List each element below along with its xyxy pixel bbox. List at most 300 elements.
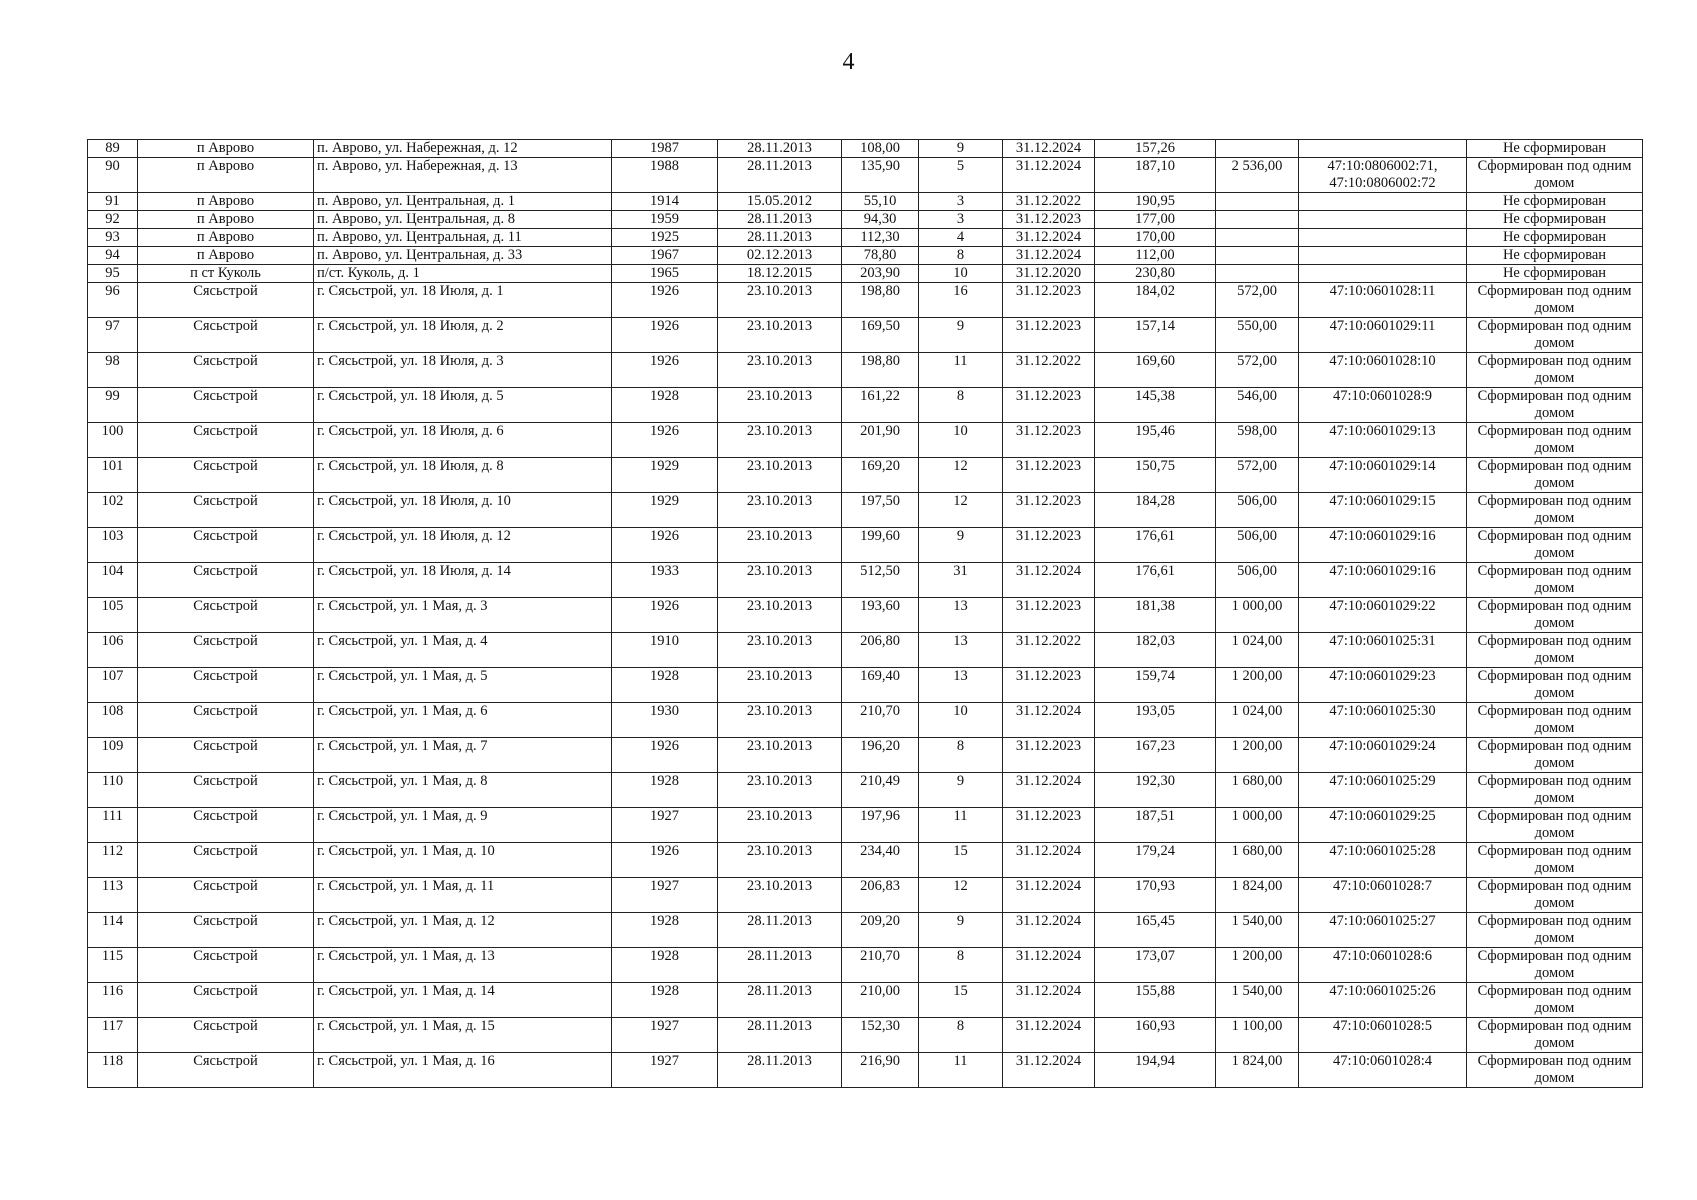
area-cell: 193,60: [842, 598, 919, 633]
area-cell: 210,49: [842, 773, 919, 808]
settlement-cell: Сясьстрой: [138, 423, 314, 458]
land-status-cell: Сформирован под одним домом: [1467, 913, 1643, 948]
settlement-cell: Сясьстрой: [138, 388, 314, 423]
residents-cell: 15: [919, 843, 1003, 878]
land-area-cell: 506,00: [1216, 528, 1299, 563]
cadastral-number-cell: 47:10:0601025:30: [1299, 703, 1467, 738]
build-year-cell: 1929: [612, 458, 718, 493]
settlement-cell: Сясьстрой: [138, 913, 314, 948]
table-row: [88, 808, 1643, 843]
settlement-cell: п Аврово: [138, 193, 314, 211]
address-cell: п. Аврово, ул. Центральная, д. 8: [314, 211, 612, 229]
row-number-cell: 102: [88, 493, 138, 528]
area-cell: 161,22: [842, 388, 919, 423]
table-row: [88, 703, 1643, 738]
cost-cell: 157,14: [1095, 318, 1216, 353]
settlement-cell: Сясьстрой: [138, 808, 314, 843]
residents-cell: 8: [919, 1018, 1003, 1053]
inclusion-date-cell: 28.11.2013: [718, 1018, 842, 1053]
table-row: [88, 1053, 1643, 1088]
table-row: [88, 140, 1643, 158]
residents-cell: 9: [919, 140, 1003, 158]
land-area-cell: 1 024,00: [1216, 703, 1299, 738]
deadline-cell: 31.12.2023: [1003, 423, 1095, 458]
row-number-cell: 97: [88, 318, 138, 353]
land-status-cell: Сформирован под одним домом: [1467, 423, 1643, 458]
table-row: [88, 528, 1643, 563]
row-number-cell: 110: [88, 773, 138, 808]
residents-cell: 9: [919, 773, 1003, 808]
land-status-cell: Сформирован под одним домом: [1467, 563, 1643, 598]
deadline-cell: 31.12.2023: [1003, 528, 1095, 563]
inclusion-date-cell: 23.10.2013: [718, 808, 842, 843]
table-row: [88, 229, 1643, 247]
land-area-cell: 1 540,00: [1216, 913, 1299, 948]
cadastral-number-cell: 47:10:0601029:16: [1299, 563, 1467, 598]
inclusion-date-cell: 28.11.2013: [718, 948, 842, 983]
land-area-cell: 1 824,00: [1216, 878, 1299, 913]
land-status-cell: Сформирован под одним домом: [1467, 388, 1643, 423]
area-cell: 206,83: [842, 878, 919, 913]
inclusion-date-cell: 28.11.2013: [718, 913, 842, 948]
row-number-cell: 106: [88, 633, 138, 668]
address-cell: г. Сясьстрой, ул. 1 Мая, д. 5: [314, 668, 612, 703]
cadastral-number-cell: 47:10:0601028:4: [1299, 1053, 1467, 1088]
cadastral-number-cell: 47:10:0601025:31: [1299, 633, 1467, 668]
land-status-cell: Сформирован под одним домом: [1467, 948, 1643, 983]
cost-cell: 187,10: [1095, 158, 1216, 193]
land-status-cell: Сформирован под одним домом: [1467, 983, 1643, 1018]
area-cell: 512,50: [842, 563, 919, 598]
cost-cell: 170,00: [1095, 229, 1216, 247]
table-row: [88, 843, 1643, 878]
deadline-cell: 31.12.2024: [1003, 843, 1095, 878]
address-cell: г. Сясьстрой, ул. 18 Июля, д. 6: [314, 423, 612, 458]
land-status-cell: Сформирован под одним домом: [1467, 283, 1643, 318]
build-year-cell: 1925: [612, 229, 718, 247]
area-cell: 216,90: [842, 1053, 919, 1088]
table-row: [88, 265, 1643, 283]
settlement-cell: Сясьстрой: [138, 1018, 314, 1053]
land-area-cell: [1216, 193, 1299, 211]
row-number-cell: 108: [88, 703, 138, 738]
land-area-cell: 1 200,00: [1216, 738, 1299, 773]
cadastral-number-cell: 47:10:0601029:16: [1299, 528, 1467, 563]
cadastral-number-cell: [1299, 211, 1467, 229]
cadastral-number-cell: [1299, 193, 1467, 211]
land-area-cell: 1 200,00: [1216, 948, 1299, 983]
build-year-cell: 1930: [612, 703, 718, 738]
cost-cell: 112,00: [1095, 247, 1216, 265]
row-number-cell: 104: [88, 563, 138, 598]
residents-cell: 9: [919, 528, 1003, 563]
settlement-cell: Сясьстрой: [138, 283, 314, 318]
inclusion-date-cell: 28.11.2013: [718, 983, 842, 1018]
settlement-cell: Сясьстрой: [138, 668, 314, 703]
land-status-cell: Сформирован под одним домом: [1467, 1018, 1643, 1053]
area-cell: 210,00: [842, 983, 919, 1018]
land-status-cell: Сформирован под одним домом: [1467, 703, 1643, 738]
area-cell: 199,60: [842, 528, 919, 563]
settlement-cell: Сясьстрой: [138, 318, 314, 353]
inclusion-date-cell: 23.10.2013: [718, 598, 842, 633]
cadastral-number-cell: 47:10:0601029:25: [1299, 808, 1467, 843]
residents-cell: 9: [919, 318, 1003, 353]
land-area-cell: [1216, 247, 1299, 265]
land-area-cell: [1216, 140, 1299, 158]
row-number-cell: 103: [88, 528, 138, 563]
land-status-cell: Не сформирован: [1467, 211, 1643, 229]
cadastral-number-cell: 47:10:0601028:5: [1299, 1018, 1467, 1053]
row-number-cell: 93: [88, 229, 138, 247]
build-year-cell: 1926: [612, 283, 718, 318]
table-row: [88, 211, 1643, 229]
address-cell: г. Сясьстрой, ул. 1 Мая, д. 4: [314, 633, 612, 668]
registry-body: [88, 140, 1643, 1088]
housing-registry-table: [87, 139, 1643, 1088]
table-row: [88, 318, 1643, 353]
land-area-cell: 2 536,00: [1216, 158, 1299, 193]
land-status-cell: Сформирован под одним домом: [1467, 1053, 1643, 1088]
build-year-cell: 1927: [612, 1018, 718, 1053]
settlement-cell: Сясьстрой: [138, 1053, 314, 1088]
settlement-cell: п Аврово: [138, 229, 314, 247]
settlement-cell: Сясьстрой: [138, 563, 314, 598]
settlement-cell: Сясьстрой: [138, 458, 314, 493]
area-cell: 201,90: [842, 423, 919, 458]
inclusion-date-cell: 23.10.2013: [718, 353, 842, 388]
row-number-cell: 105: [88, 598, 138, 633]
settlement-cell: Сясьстрой: [138, 878, 314, 913]
residents-cell: 8: [919, 388, 1003, 423]
area-cell: 198,80: [842, 283, 919, 318]
land-area-cell: 1 680,00: [1216, 773, 1299, 808]
deadline-cell: 31.12.2023: [1003, 318, 1095, 353]
cost-cell: 150,75: [1095, 458, 1216, 493]
row-number-cell: 90: [88, 158, 138, 193]
land-area-cell: 572,00: [1216, 283, 1299, 318]
build-year-cell: 1965: [612, 265, 718, 283]
settlement-cell: Сясьстрой: [138, 773, 314, 808]
cadastral-number-cell: [1299, 247, 1467, 265]
residents-cell: 10: [919, 265, 1003, 283]
table-row: [88, 423, 1643, 458]
land-status-cell: Не сформирован: [1467, 247, 1643, 265]
land-status-cell: Не сформирован: [1467, 265, 1643, 283]
build-year-cell: 1959: [612, 211, 718, 229]
land-area-cell: 1 824,00: [1216, 1053, 1299, 1088]
build-year-cell: 1926: [612, 738, 718, 773]
land-status-cell: Сформирован под одним домом: [1467, 843, 1643, 878]
cost-cell: 159,74: [1095, 668, 1216, 703]
cost-cell: 165,45: [1095, 913, 1216, 948]
table-row: [88, 773, 1643, 808]
deadline-cell: 31.12.2024: [1003, 703, 1095, 738]
land-area-cell: [1216, 265, 1299, 283]
land-area-cell: 506,00: [1216, 563, 1299, 598]
inclusion-date-cell: 23.10.2013: [718, 318, 842, 353]
inclusion-date-cell: 23.10.2013: [718, 283, 842, 318]
land-status-cell: Сформирован под одним домом: [1467, 598, 1643, 633]
residents-cell: 13: [919, 668, 1003, 703]
cadastral-number-cell: 47:10:0601025:27: [1299, 913, 1467, 948]
land-area-cell: [1216, 229, 1299, 247]
row-number-cell: 107: [88, 668, 138, 703]
address-cell: п. Аврово, ул. Набережная, д. 12: [314, 140, 612, 158]
row-number-cell: 101: [88, 458, 138, 493]
cost-cell: 157,26: [1095, 140, 1216, 158]
row-number-cell: 113: [88, 878, 138, 913]
residents-cell: 12: [919, 878, 1003, 913]
cadastral-number-cell: 47:10:0601028:6: [1299, 948, 1467, 983]
cadastral-number-cell: [1299, 140, 1467, 158]
cadastral-number-cell: 47:10:0601029:15: [1299, 493, 1467, 528]
land-area-cell: 572,00: [1216, 458, 1299, 493]
row-number-cell: 99: [88, 388, 138, 423]
build-year-cell: 1928: [612, 983, 718, 1018]
deadline-cell: 31.12.2024: [1003, 983, 1095, 1018]
cost-cell: 182,03: [1095, 633, 1216, 668]
area-cell: 209,20: [842, 913, 919, 948]
land-area-cell: 1 680,00: [1216, 843, 1299, 878]
build-year-cell: 1928: [612, 948, 718, 983]
address-cell: г. Сясьстрой, ул. 1 Мая, д. 11: [314, 878, 612, 913]
land-area-cell: 506,00: [1216, 493, 1299, 528]
residents-cell: 10: [919, 703, 1003, 738]
build-year-cell: 1928: [612, 773, 718, 808]
row-number-cell: 109: [88, 738, 138, 773]
cost-cell: 195,46: [1095, 423, 1216, 458]
land-status-cell: Сформирован под одним домом: [1467, 493, 1643, 528]
deadline-cell: 31.12.2022: [1003, 353, 1095, 388]
land-status-cell: Сформирован под одним домом: [1467, 808, 1643, 843]
cost-cell: 184,28: [1095, 493, 1216, 528]
cost-cell: 173,07: [1095, 948, 1216, 983]
address-cell: г. Сясьстрой, ул. 1 Мая, д. 13: [314, 948, 612, 983]
settlement-cell: Сясьстрой: [138, 738, 314, 773]
cost-cell: 169,60: [1095, 353, 1216, 388]
deadline-cell: 31.12.2023: [1003, 283, 1095, 318]
row-number-cell: 114: [88, 913, 138, 948]
cost-cell: 190,95: [1095, 193, 1216, 211]
settlement-cell: Сясьстрой: [138, 703, 314, 738]
cadastral-number-cell: 47:10:0601025:26: [1299, 983, 1467, 1018]
residents-cell: 9: [919, 913, 1003, 948]
row-number-cell: 94: [88, 247, 138, 265]
address-cell: г. Сясьстрой, ул. 18 Июля, д. 14: [314, 563, 612, 598]
address-cell: г. Сясьстрой, ул. 1 Мая, д. 14: [314, 983, 612, 1018]
land-area-cell: 1 200,00: [1216, 668, 1299, 703]
inclusion-date-cell: 23.10.2013: [718, 388, 842, 423]
residents-cell: 8: [919, 247, 1003, 265]
residents-cell: 5: [919, 158, 1003, 193]
cadastral-number-cell: 47:10:0601029:22: [1299, 598, 1467, 633]
residents-cell: 31: [919, 563, 1003, 598]
address-cell: г. Сясьстрой, ул. 1 Мая, д. 12: [314, 913, 612, 948]
cost-cell: 167,23: [1095, 738, 1216, 773]
address-cell: г. Сясьстрой, ул. 1 Мая, д. 16: [314, 1053, 612, 1088]
land-status-cell: Не сформирован: [1467, 193, 1643, 211]
cadastral-number-cell: 47:10:0601029:14: [1299, 458, 1467, 493]
build-year-cell: 1927: [612, 878, 718, 913]
residents-cell: 11: [919, 1053, 1003, 1088]
table-row: [88, 563, 1643, 598]
cost-cell: 193,05: [1095, 703, 1216, 738]
inclusion-date-cell: 28.11.2013: [718, 158, 842, 193]
table-row: [88, 598, 1643, 633]
settlement-cell: Сясьстрой: [138, 843, 314, 878]
land-status-cell: Сформирован под одним домом: [1467, 738, 1643, 773]
land-area-cell: 1 540,00: [1216, 983, 1299, 1018]
cost-cell: 155,88: [1095, 983, 1216, 1018]
address-cell: г. Сясьстрой, ул. 18 Июля, д. 5: [314, 388, 612, 423]
area-cell: 198,80: [842, 353, 919, 388]
deadline-cell: 31.12.2023: [1003, 388, 1095, 423]
address-cell: п. Аврово, ул. Набережная, д. 13: [314, 158, 612, 193]
deadline-cell: 31.12.2024: [1003, 773, 1095, 808]
build-year-cell: 1928: [612, 668, 718, 703]
residents-cell: 11: [919, 808, 1003, 843]
build-year-cell: 1928: [612, 913, 718, 948]
inclusion-date-cell: 23.10.2013: [718, 493, 842, 528]
row-number-cell: 115: [88, 948, 138, 983]
area-cell: 78,80: [842, 247, 919, 265]
inclusion-date-cell: 23.10.2013: [718, 633, 842, 668]
table-row: [88, 633, 1643, 668]
land-area-cell: 546,00: [1216, 388, 1299, 423]
cost-cell: 177,00: [1095, 211, 1216, 229]
cadastral-number-cell: [1299, 229, 1467, 247]
residents-cell: 13: [919, 598, 1003, 633]
address-cell: п. Аврово, ул. Центральная, д. 1: [314, 193, 612, 211]
area-cell: 108,00: [842, 140, 919, 158]
row-number-cell: 96: [88, 283, 138, 318]
deadline-cell: 31.12.2023: [1003, 598, 1095, 633]
inclusion-date-cell: 23.10.2013: [718, 423, 842, 458]
row-number-cell: 118: [88, 1053, 138, 1088]
area-cell: 112,30: [842, 229, 919, 247]
settlement-cell: Сясьстрой: [138, 983, 314, 1018]
area-cell: 206,80: [842, 633, 919, 668]
inclusion-date-cell: 15.05.2012: [718, 193, 842, 211]
settlement-cell: Сясьстрой: [138, 633, 314, 668]
page-number: 4: [842, 49, 855, 75]
residents-cell: 10: [919, 423, 1003, 458]
row-number-cell: 100: [88, 423, 138, 458]
settlement-cell: п Аврово: [138, 140, 314, 158]
table-row: [88, 193, 1643, 211]
table-row: [88, 493, 1643, 528]
area-cell: 55,10: [842, 193, 919, 211]
inclusion-date-cell: 23.10.2013: [718, 738, 842, 773]
cadastral-number-cell: 47:10:0601025:29: [1299, 773, 1467, 808]
land-area-cell: 1 000,00: [1216, 598, 1299, 633]
build-year-cell: 1988: [612, 158, 718, 193]
deadline-cell: 31.12.2023: [1003, 493, 1095, 528]
cadastral-number-cell: 47:10:0601028:9: [1299, 388, 1467, 423]
table-row: [88, 283, 1643, 318]
cost-cell: 145,38: [1095, 388, 1216, 423]
build-year-cell: 1929: [612, 493, 718, 528]
build-year-cell: 1928: [612, 388, 718, 423]
area-cell: 169,20: [842, 458, 919, 493]
cadastral-number-cell: 47:10:0601029:24: [1299, 738, 1467, 773]
inclusion-date-cell: 18.12.2015: [718, 265, 842, 283]
address-cell: г. Сясьстрой, ул. 1 Мая, д. 15: [314, 1018, 612, 1053]
settlement-cell: Сясьстрой: [138, 598, 314, 633]
table-row: [88, 353, 1643, 388]
inclusion-date-cell: 23.10.2013: [718, 703, 842, 738]
residents-cell: 13: [919, 633, 1003, 668]
row-number-cell: 92: [88, 211, 138, 229]
cost-cell: 181,38: [1095, 598, 1216, 633]
deadline-cell: 31.12.2022: [1003, 193, 1095, 211]
area-cell: 135,90: [842, 158, 919, 193]
cost-cell: 160,93: [1095, 1018, 1216, 1053]
build-year-cell: 1926: [612, 318, 718, 353]
land-status-cell: Сформирован под одним домом: [1467, 458, 1643, 493]
row-number-cell: 117: [88, 1018, 138, 1053]
row-number-cell: 116: [88, 983, 138, 1018]
land-status-cell: Сформирован под одним домом: [1467, 158, 1643, 193]
residents-cell: 11: [919, 353, 1003, 388]
cadastral-number-cell: 47:10:0806002:71, 47:10:0806002:72: [1299, 158, 1467, 193]
area-cell: 169,50: [842, 318, 919, 353]
cost-cell: 170,93: [1095, 878, 1216, 913]
cost-cell: 192,30: [1095, 773, 1216, 808]
build-year-cell: 1926: [612, 353, 718, 388]
build-year-cell: 1926: [612, 528, 718, 563]
inclusion-date-cell: 23.10.2013: [718, 773, 842, 808]
address-cell: п/ст. Куколь, д. 1: [314, 265, 612, 283]
land-area-cell: [1216, 211, 1299, 229]
table-row: [88, 247, 1643, 265]
land-area-cell: 598,00: [1216, 423, 1299, 458]
cadastral-number-cell: 47:10:0601025:28: [1299, 843, 1467, 878]
row-number-cell: 111: [88, 808, 138, 843]
deadline-cell: 31.12.2023: [1003, 211, 1095, 229]
deadline-cell: 31.12.2020: [1003, 265, 1095, 283]
build-year-cell: 1910: [612, 633, 718, 668]
inclusion-date-cell: 23.10.2013: [718, 563, 842, 598]
deadline-cell: 31.12.2023: [1003, 668, 1095, 703]
land-status-cell: Сформирован под одним домом: [1467, 773, 1643, 808]
settlement-cell: п Аврово: [138, 247, 314, 265]
address-cell: г. Сясьстрой, ул. 18 Июля, д. 10: [314, 493, 612, 528]
land-area-cell: 550,00: [1216, 318, 1299, 353]
address-cell: г. Сясьстрой, ул. 1 Мая, д. 8: [314, 773, 612, 808]
table-row: [88, 458, 1643, 493]
area-cell: 152,30: [842, 1018, 919, 1053]
settlement-cell: п Аврово: [138, 158, 314, 193]
build-year-cell: 1987: [612, 140, 718, 158]
cost-cell: 176,61: [1095, 563, 1216, 598]
table-row: [88, 668, 1643, 703]
table-row: [88, 388, 1643, 423]
inclusion-date-cell: 23.10.2013: [718, 458, 842, 493]
address-cell: п. Аврово, ул. Центральная, д. 33: [314, 247, 612, 265]
deadline-cell: 31.12.2022: [1003, 633, 1095, 668]
inclusion-date-cell: 28.11.2013: [718, 1053, 842, 1088]
residents-cell: 8: [919, 738, 1003, 773]
address-cell: г. Сясьстрой, ул. 18 Июля, д. 2: [314, 318, 612, 353]
address-cell: г. Сясьстрой, ул. 1 Мая, д. 6: [314, 703, 612, 738]
inclusion-date-cell: 23.10.2013: [718, 668, 842, 703]
land-status-cell: Сформирован под одним домом: [1467, 528, 1643, 563]
address-cell: п. Аврово, ул. Центральная, д. 11: [314, 229, 612, 247]
table-row: [88, 1018, 1643, 1053]
address-cell: г. Сясьстрой, ул. 1 Мая, д. 9: [314, 808, 612, 843]
